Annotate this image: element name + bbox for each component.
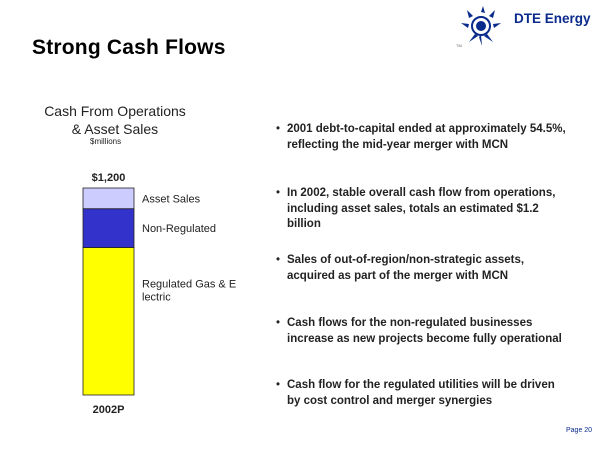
bullet-text-4: Cash flows for the non-regulated businesses increase as new projects become fully operational [287, 317, 562, 345]
svg-text:TM: TM [456, 43, 462, 48]
bullet-text-5: Cash flow for the regulated utilities will be driven by cost control and merger synergies [287, 379, 555, 407]
page-number: Page 20 [566, 427, 593, 434]
bullet-item-4 [276, 316, 566, 347]
bullet-marker: • [276, 254, 281, 266]
category-label: 2002P [92, 404, 125, 416]
bar-segment-regulated-gas-electric [83, 248, 134, 395]
bullet-marker: • [276, 123, 281, 135]
chart-units: $millions [90, 137, 122, 146]
bullet-item-2 [276, 186, 566, 233]
bullet-item-3 [276, 253, 566, 284]
bullet-text-3: Sales of out-of-region/non-strategic assets, acquired as part of the merger with MCN [287, 254, 525, 282]
series-label-regulated-gas-electric: Regulated Gas & E lectric [142, 278, 237, 304]
chart-title-line2: & Asset Sales [71, 121, 159, 137]
bullet-marker: • [276, 317, 281, 329]
page-title: Strong Cash Flows [32, 36, 226, 59]
total-label: $1,200 [91, 172, 126, 184]
bullet-marker: • [276, 379, 281, 391]
bullet-text-2: In 2002, stable overall cash flow from operations, including asset sales, totals an estimated $1.2 billion [287, 187, 556, 230]
series-label-asset-sales: Asset Sales [142, 193, 201, 206]
bullet-text-1: 2001 debt-to-capital ended at approximately 54.5%, reflecting the mid-year merger with MCN [287, 123, 566, 151]
series-label-non-regulated: Non-Regulated [142, 223, 216, 236]
bar-segment-non-regulated [83, 209, 134, 248]
chart-title-line1: Cash From Operations [44, 103, 186, 119]
bullet-item-5 [276, 378, 566, 409]
bullet-marker: • [276, 187, 281, 199]
logo-text: DTE Energy [514, 11, 591, 26]
bullet-item-1 [276, 122, 566, 153]
bar-segment-asset-sales [83, 188, 134, 209]
